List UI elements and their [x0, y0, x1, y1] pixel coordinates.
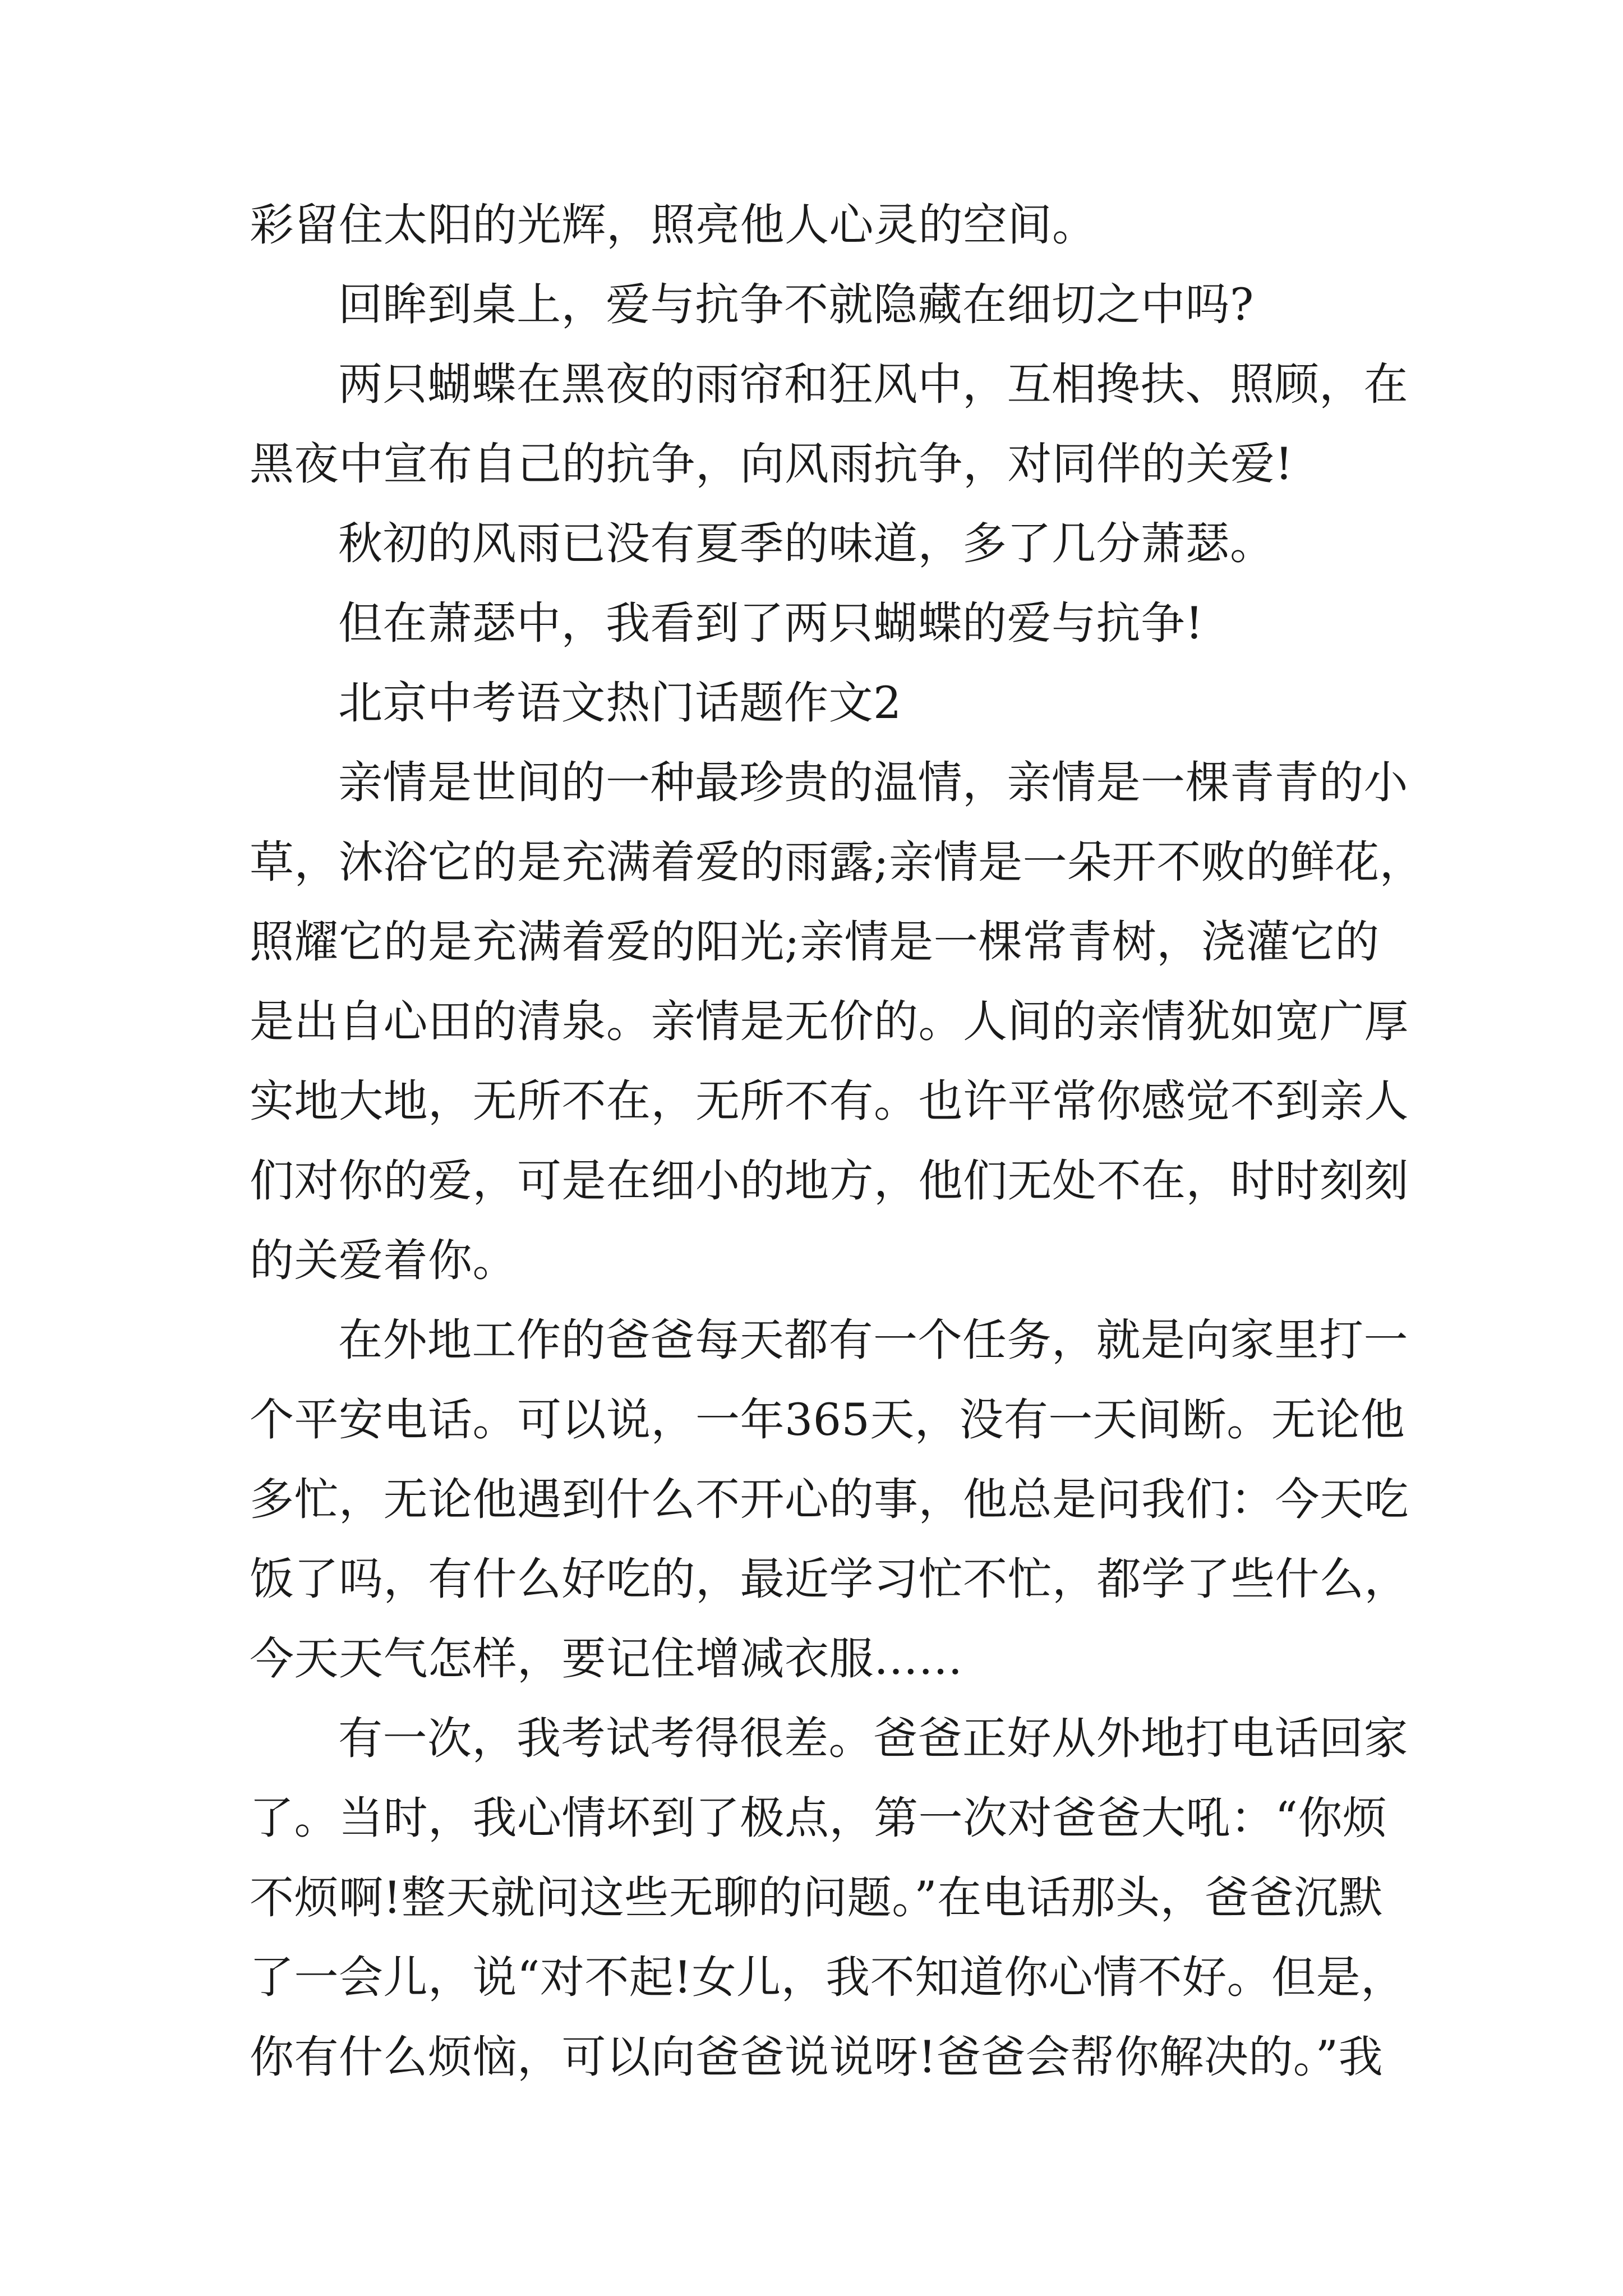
text-line: 彩留住太阳的光辉，照亮他人心灵的空间。 — [250, 199, 1097, 251]
text-line: 了。当时，我心情坏到了极点，第一次对爸爸大吼：“你烦 — [250, 1792, 1387, 1844]
text-line: 不烦啊!整天就问这些无聊的问题。”在电话那头，爸爸沉默 — [250, 1872, 1384, 1924]
essay-body — [250, 185, 1424, 2097]
text-line: 们对你的爱，可是在细小的地方，他们无处不在，时时刻刻 — [250, 1155, 1409, 1207]
text-line: 回眸到桌上，爱与抗争不就隐藏在细切之中吗? — [338, 279, 1254, 330]
text-line: 照耀它的是充满着爱的阳光;亲情是一棵常青树，浇灌它的 — [250, 916, 1380, 968]
text-line: 今天天气怎样，要记住增减衣服…… — [250, 1633, 963, 1685]
text-line: 有一次，我考试考得很差。爸爸正好从外地打电话回家 — [338, 1713, 1408, 1764]
text-line: 实地大地，无所不在，无所不有。也许平常你感觉不到亲人 — [250, 1075, 1409, 1127]
essay-heading: 北京中考语文热门话题作文2 — [338, 677, 902, 729]
text-line: 个平安电话。可以说，一年365天，没有一天间断。无论他 — [250, 1394, 1405, 1446]
text-line: 黑夜中宣布自己的抗争，向风雨抗争，对同伴的关爱! — [250, 438, 1293, 490]
text-line: 但在萧瑟中，我看到了两只蝴蝶的爱与抗争! — [338, 597, 1204, 649]
text-line: 你有什么烦恼，可以向爸爸说说呀!爸爸会帮你解决的。”我 — [250, 2031, 1384, 2083]
text-line: 饭了吗，有什么好吃的，最近学习忙不忙，都学了些什么， — [250, 1553, 1409, 1605]
text-line: 草，沐浴它的是充满着爱的雨露;亲情是一朵开不败的鲜花， — [250, 836, 1424, 888]
text-line: 多忙，无论他遇到什么不开心的事，他总是问我们：今天吃 — [250, 1474, 1409, 1525]
text-line: 了一会儿，说“对不起!女儿，我不知道你心情不好。但是， — [250, 1952, 1405, 2003]
text-line: 两只蝴蝶在黑夜的雨帘和狂风中，互相搀扶、照顾，在 — [338, 358, 1408, 410]
text-line: 是出自心田的清泉。亲情是无价的。人间的亲情犹如宽广厚 — [250, 996, 1409, 1047]
text-line: 在外地工作的爸爸每天都有一个任务，就是向家里打一 — [338, 1314, 1408, 1366]
text-line: 秋初的风雨已没有夏季的味道，多了几分萧瑟。 — [338, 518, 1275, 569]
text-line: 亲情是世间的一种最珍贵的温情，亲情是一棵青青的小 — [338, 757, 1408, 808]
text-line: 的关爱着你。 — [250, 1235, 517, 1286]
